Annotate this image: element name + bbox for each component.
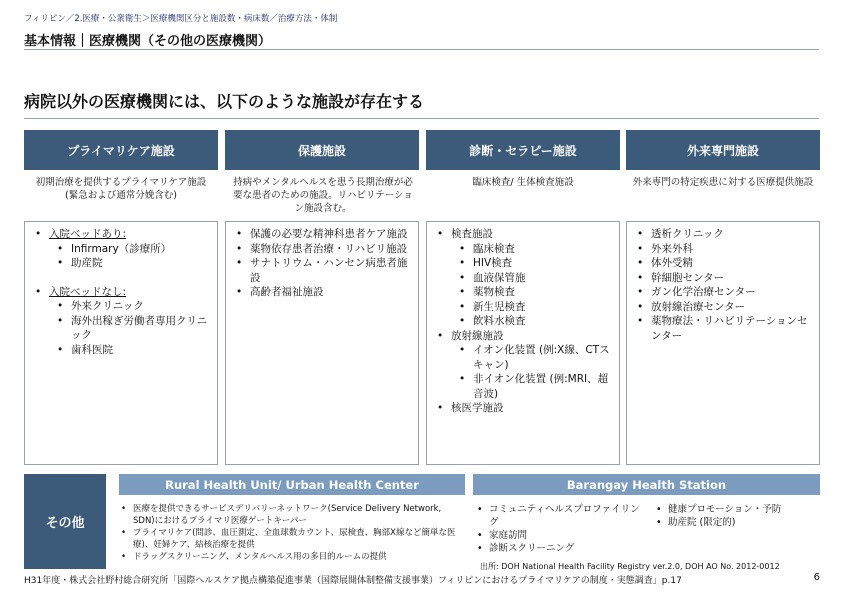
facility-item [230,285,412,300]
rural-health-list [119,503,465,563]
rural-health-content [119,503,465,563]
other-list-item: • 医療を提供できるサービスデリバリーネットワーク(Service Delivery Network, SDN)におけるプライマリ医療ゲートキーパー [119,503,465,527]
facility-subitem [431,271,613,286]
facility-list-diagnostic [431,227,613,416]
facility-subitem [431,256,613,271]
facility-item [230,227,412,242]
facility-item-text: 非イオン化装置 (例:MRI、超音波) [473,373,609,400]
facility-item [631,256,813,271]
facility-item-text: 核医学施設 [451,402,504,414]
barangay-health-content-right [654,503,819,529]
column-desc-diagnostic: 臨床検査/ 生体検査施設 [472,177,574,188]
column-box-primary-care [24,221,218,465]
facility-item-text: 外来クリニック [71,300,144,312]
facility-list-primary-care [29,227,213,357]
breadcrumb: フィリピン／2.医療・公衆衛生＞医療機関区分と施設数・病床数／治療方法・体制 [24,14,338,24]
facility-item-text: 薬物検査 [473,286,515,298]
page-headline: 病院以外の医療機関には、以下のような施設が存在する [24,92,425,111]
facility-item [29,227,213,242]
facility-item [29,285,213,300]
facility-subitem [29,343,213,358]
facility-item-text: 薬物依存患者治療・リハビリ施設 [250,242,408,255]
facility-item-text: 臨床検査 [473,242,515,255]
facility-item-text: 保護の必要な精神科患者ケア施設 [250,228,408,240]
column-desc-primary-care: 初期治療を提供するプライマリケア施設(緊急および通常分娩含む) [35,177,207,201]
headline-divider [24,118,819,119]
facility-item-text: 入院ベッドなし: [49,285,127,298]
facility-subitem [431,300,613,315]
facility-subitem [29,242,213,257]
source-note: 出所: DOH National Health Facility Registry ver.2.0, DOH AO No. 2012-0012 [480,562,780,571]
facility-item [431,227,613,242]
column-header-outpatient: 外来専門施設 [626,130,820,170]
facility-item [631,227,813,242]
facility-item-text: 検査施設 [451,228,493,240]
facility-item-text: 歯科医院 [71,343,113,356]
facility-item-text: 入院ベッドあり: [49,228,127,240]
column-desc-outpatient: 外来専門の特定疾患に対する医療提供施設 [632,177,814,188]
facility-item [631,300,813,315]
rural-health-header: Rural Health Unit/ Urban Health Center [119,474,465,495]
barangay-health-list-right [654,503,819,529]
other-list-item: • 健康プロモーション・予防 [654,503,819,516]
barangay-health-content-left [475,503,645,555]
facility-subitem [431,343,613,372]
facility-subitem [431,372,613,401]
facility-item-text: ガン化学治療センター [651,286,756,298]
column-box-diagnostic [426,221,620,465]
column-header-primary-care: プライマリケア施設 [24,130,218,170]
facility-subitem [29,299,213,314]
page-number: 6 [813,572,820,583]
facility-item-text: HIV検査 [473,257,513,269]
facility-item [631,271,813,286]
facility-item-text: サナトリウム・ハンセン病患者施設 [250,257,408,284]
other-list-item: • 助産院 (限定的) [654,516,819,529]
list-spacer [29,271,213,285]
footer-citation: H31年度・株式会社野村総合研究所「国際ヘルスケア拠点構築促進事業（国際展開体制整備支援事業）フィリピンにおけるプライマリケアの制度・実態調査」p.17 [24,576,682,586]
column-box-outpatient [626,221,820,465]
facility-subitem [29,314,213,343]
column-header-diagnostic: 診断・セラピー施設 [426,130,620,170]
facility-item-text: Infirmary（診療所） [71,242,172,255]
facility-item-text: 放射線施設 [451,329,504,342]
column-box-protective [225,221,419,465]
column-desc-protective: 持病やメンタルヘルスを患う長期治療が必要な患者のための施設。リハビリテーション施設含む。 [233,177,413,214]
facility-item-text: 透析クリニック [651,228,724,240]
facility-subitem [431,314,613,329]
facility-item-text: 新生児検査 [473,300,526,313]
facility-item [431,401,613,416]
other-list-item: • 家庭訪問 [475,529,645,542]
facility-list-outpatient [631,227,813,343]
facility-item [230,242,412,257]
facility-item-text: イオン化装置 (例:X線、CTスキャン) [473,344,610,371]
facility-item [631,285,813,300]
facility-item-text: 高齢者福祉施設 [250,286,324,298]
facility-item-text: 薬物療法・リハビリテーションセンター [651,315,808,342]
section-title: 基本情報｜医療機関（その他の医療機関） [24,34,272,49]
other-list-item: • ドラッグスクリーニング、メンタルヘルス用の多目的ルームの提供 [119,551,465,563]
facility-item [631,314,813,343]
other-list-item: • プライマリケア(問診、血圧測定、全血球数カウント、尿検査、胸部X線など簡単な医療)、妊婦ケア、結核治療を提供 [119,527,465,551]
facility-item-text: 海外出稼ぎ労働者専用クリニック [71,314,208,341]
facility-item [631,242,813,257]
facility-list-protective [230,227,412,300]
facility-item-text: 体外受精 [651,257,693,269]
facility-item [431,329,613,344]
facility-subitem [431,242,613,257]
top-divider [24,49,819,50]
column-header-protective: 保護施設 [225,130,419,170]
facility-item-text: 血液保管施 [473,271,526,284]
other-label: その他 [24,474,106,569]
barangay-health-list-left [475,503,645,555]
facility-subitem [29,256,213,271]
facility-item-text: 外来外科 [651,242,693,255]
facility-item-text: 助産院 [71,257,103,269]
facility-item-text: 飲料水検査 [473,315,526,327]
facility-subitem [431,285,613,300]
barangay-health-header: Barangay Health Station [473,474,820,495]
other-list-item: • 診断スクリーニング [475,542,645,555]
facility-item [230,256,412,285]
facility-item-text: 放射線治療センター [651,300,746,313]
facility-item-text: 幹細胞センター [651,271,725,284]
other-list-item: • コミュニティヘルスプロファイリング [475,503,645,529]
